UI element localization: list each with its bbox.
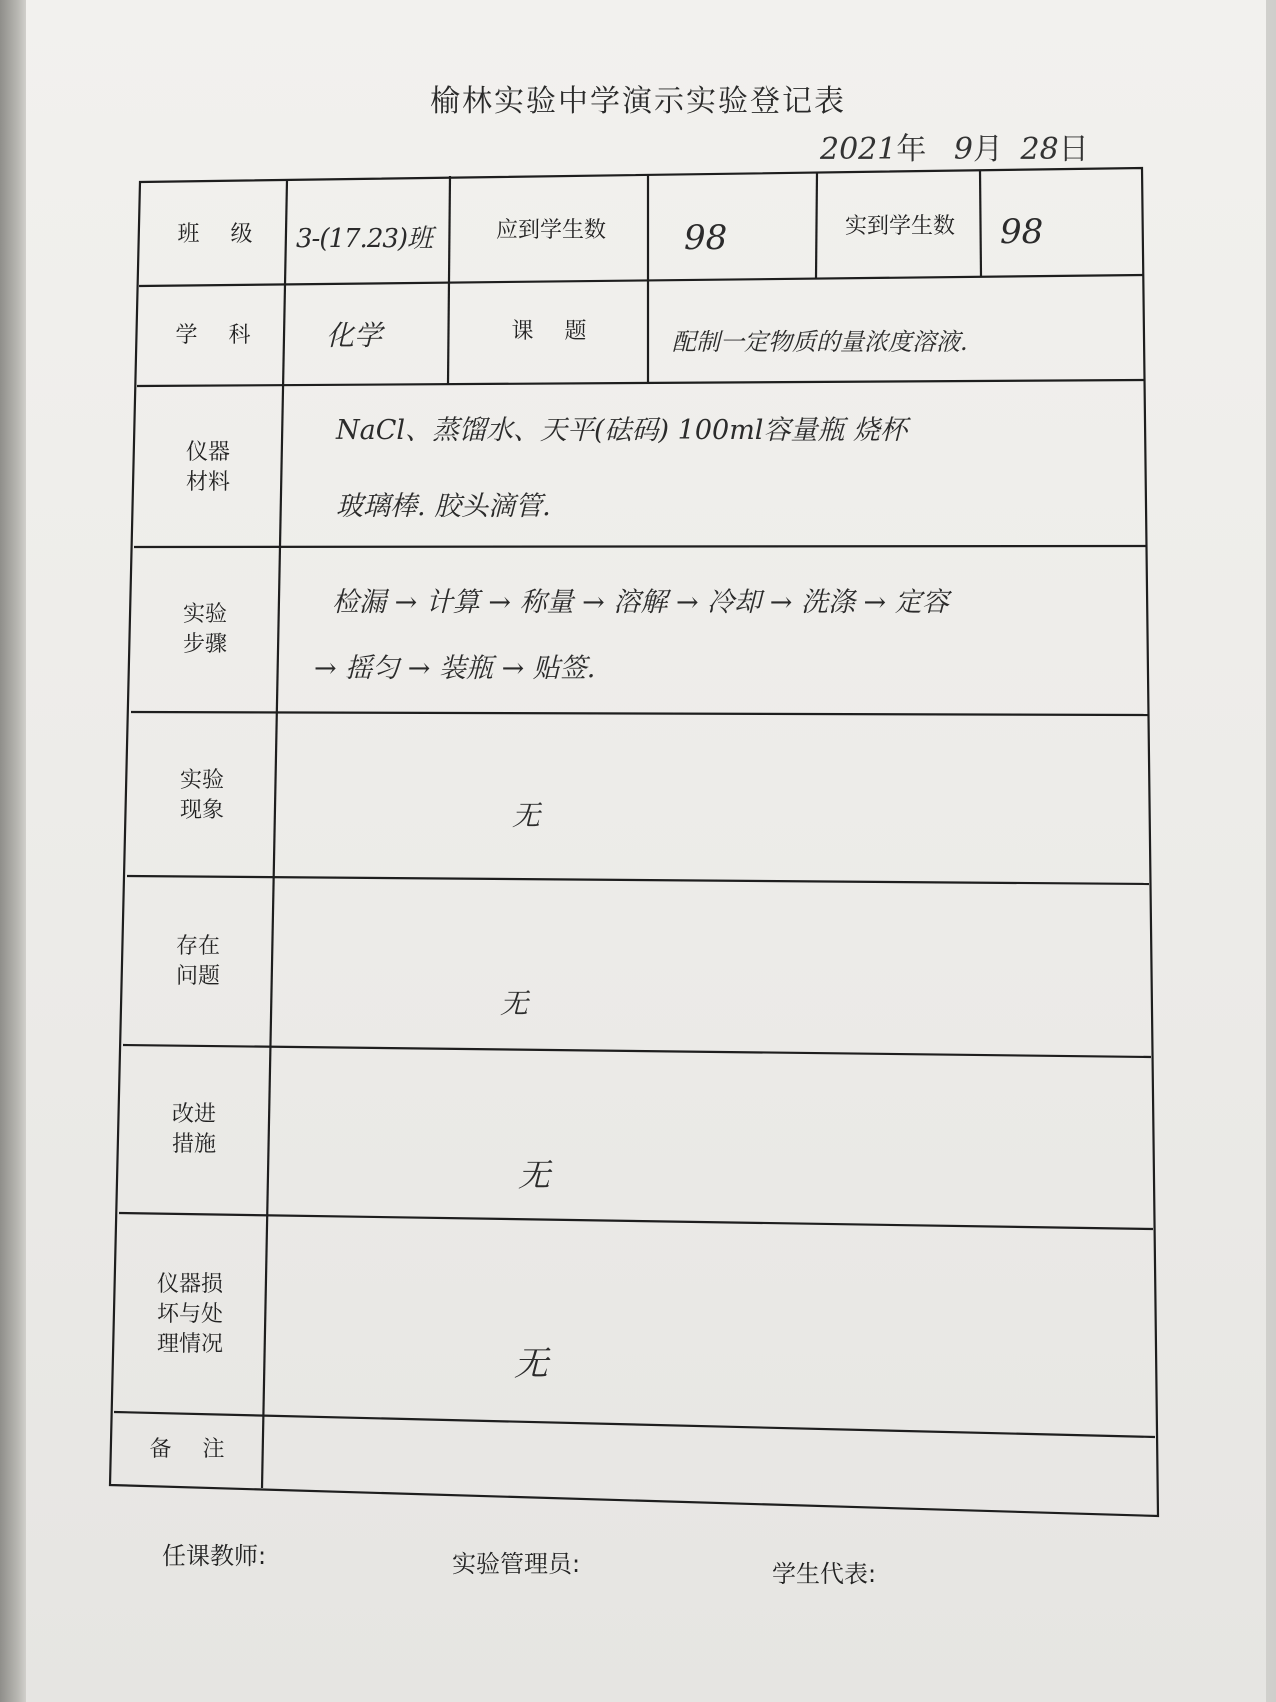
steps-label — [136, 560, 274, 700]
actual-students-label: 实到学生数 — [844, 214, 955, 239]
teacher-signature-label: 任课教师: — [162, 1542, 267, 1570]
date-day-unit: 日 — [1058, 132, 1089, 167]
equipment-line-2: 玻璃棒. 胶头滴管. — [336, 491, 551, 522]
row-line — [131, 712, 1148, 715]
row-line — [114, 1412, 1155, 1437]
damage-label-line-1: 仪器损 — [156, 1272, 223, 1297]
expected-students-label: 应到学生数 — [495, 218, 606, 243]
row-line — [139, 275, 1144, 286]
improvements-value: 无 — [518, 1156, 551, 1194]
problems-label-line-2: 问题 — [175, 964, 220, 989]
row-line — [134, 546, 1146, 547]
lab-manager-signature-label: 实验管理员: — [452, 1550, 581, 1578]
phenomenon-label-line-2: 现象 — [179, 798, 224, 823]
row-line — [123, 1045, 1151, 1057]
topic-value: 配制一定物质的量浓度溶液. — [672, 328, 968, 356]
student-rep-signature-label: 学生代表: — [772, 1560, 877, 1588]
class-value: 3-(17.23)班 — [296, 224, 433, 254]
topic-label: 课 题 — [511, 319, 587, 344]
date-month: 9 — [953, 132, 973, 167]
date-day: 28 — [1020, 132, 1059, 167]
steps-line-1: 检漏 → 计算 → 称量 → 溶解 → 冷却 → 洗涤 → 定容 — [332, 587, 949, 618]
problems-value: 无 — [500, 987, 529, 1020]
row-line — [119, 1213, 1153, 1229]
date-month-unit: 月 — [973, 132, 1003, 167]
col-line — [980, 170, 981, 276]
row-line — [127, 876, 1149, 884]
improvements-label-line-1: 改进 — [171, 1102, 216, 1127]
col-line — [448, 176, 450, 384]
equipment-label — [140, 400, 276, 536]
damage-label — [118, 1240, 262, 1390]
expected-students-value: 98 — [684, 218, 728, 258]
col-line — [816, 172, 817, 278]
phenomenon-label — [132, 726, 272, 866]
equipment-line-1: NaCl、蒸馏水、天平(砝码) 100ml容量瓶 烧杯 — [336, 415, 908, 446]
problems-label — [128, 892, 268, 1032]
actual-students-value: 98 — [1000, 212, 1044, 252]
steps-line-2: → 摇匀 → 装瓶 → 贴签. — [314, 653, 596, 684]
row-line — [137, 380, 1145, 386]
remarks-label: 备 注 — [149, 1437, 225, 1462]
phenomenon-value: 无 — [512, 799, 541, 832]
problems-label-line-1: 存在 — [175, 934, 220, 959]
subject-value: 化学 — [326, 319, 383, 352]
steps-label-line-1: 实验 — [182, 602, 227, 627]
equipment-label-line-2: 材料 — [185, 470, 230, 495]
damage-label-line-2: 坏与处 — [156, 1302, 223, 1327]
damage-label-line-3: 理情况 — [156, 1332, 223, 1357]
date-year: 2021 — [820, 132, 897, 167]
phenomenon-label-line-1: 实验 — [179, 768, 224, 793]
equipment-label-line-1: 仪器 — [185, 440, 230, 465]
form-title: 榆林实验中学演示实验登记表 — [430, 84, 846, 119]
date-year-unit: 年 — [896, 132, 927, 167]
damage-value: 无 — [514, 1344, 548, 1384]
improvements-label — [124, 1060, 264, 1200]
class-label: 班 级 — [177, 222, 253, 247]
steps-label-line-2: 步骤 — [182, 632, 227, 657]
subject-label: 学 科 — [175, 323, 251, 348]
improvements-label-line-2: 措施 — [171, 1132, 216, 1157]
